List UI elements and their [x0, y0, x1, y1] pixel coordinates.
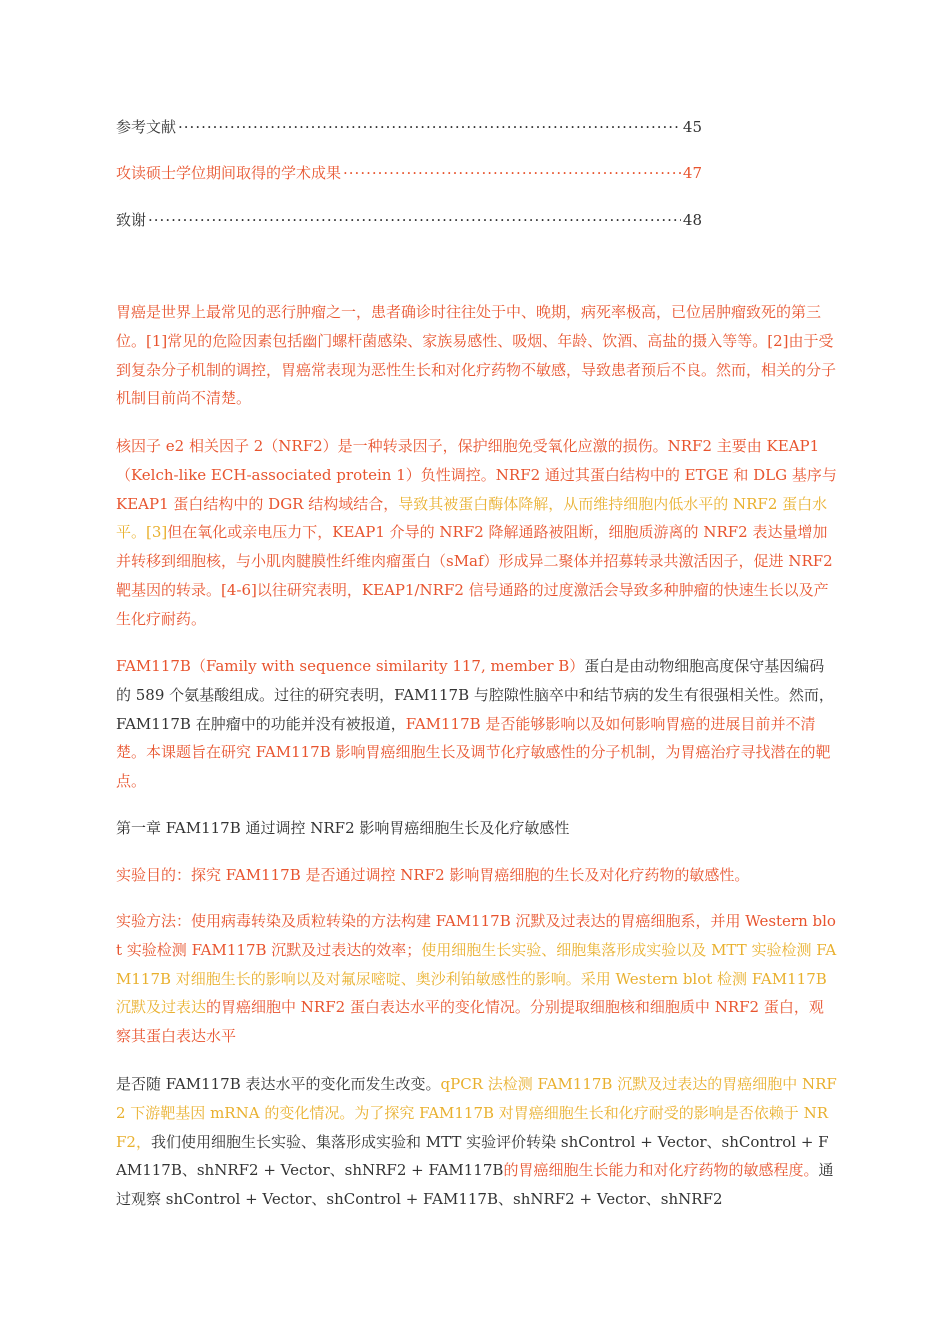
text-run: FAM117B（Family with sequence similarity 117, member B）: [116, 657, 585, 675]
text-run: 蛋白是由动物细胞高度保守基因编码的 589 个氨基酸组成。过往的研究表明，FAM117B 与腔隙性脑卒中和结节病的发生有很强相关性。然而，FAM117B 在肿瘤中的功能并没有被报道，: [116, 657, 834, 733]
text-run: 实验目的：探究 FAM117B 是否通过调控 NRF2 影响胃癌细胞的生长及对化疗药物的敏感性。: [116, 866, 750, 884]
text-run: 实验方法：使用病毒转染及质粒转染的方法构建 FAM117B 沉默及过表达的胃癌细胞系，并用 Western blot 实验检测 FAM117B 沉默及过表达的效率；: [116, 912, 836, 959]
text-run: 通过观察 shControl + Vector、shControl + FAM117B、shNRF2 + Vector、shNRF2: [116, 1161, 834, 1209]
text-run: FAM117B 是否能够影响以及如何影响胃癌的进展目前并不清楚。本课题旨在研究 FAM117B 影响胃癌细胞生长及调节化疗敏感性的分子机制，为胃癌治疗寻找潜在的靶点。: [116, 714, 831, 791]
toc-leader-dots: [148, 209, 681, 231]
toc-page-number: 45: [682, 118, 702, 136]
paragraph-experiment-method: [116, 907, 838, 1051]
chapter-title: 第一章 FAM117B 通过调控 NRF2 影响胃癌细胞生长及化疗敏感性: [116, 819, 570, 837]
toc-entry-references[interactable]: [116, 116, 702, 138]
text-run: 核因子 e2 相关因子 2（NRF2）是一种转录因子，保护细胞免受氧化应激的损伤。NRF2 主要由 KEAP1（Kelch-like ECH-associated protein 1）负性调控。NRF2 通过其蛋白结构中的 ETGE 和 DLG 基序与 KEAP1 蛋白结构中的 DGR 结构域结合，: [116, 437, 837, 513]
text-run-highlight: qPCR 法检测 FAM117B 沉默及过表达的胃癌细胞中 NRF2 下游靶基因 mRNA 的变化情况。为了探究 FAM117B 对胃癌细胞生长和化疗耐受的影响是否依赖于 NRF2，: [116, 1075, 837, 1151]
paragraph-nrf2: [116, 432, 838, 634]
text-run: 是否随 FAM117B 表达水平的变化而发生改变。: [116, 1075, 441, 1093]
toc-title: 攻读硕士学位期间取得的学术成果: [116, 164, 342, 182]
paragraph-gastric-cancer-intro: [116, 298, 838, 413]
paragraph-method-continued: [116, 1070, 838, 1214]
toc-page-number: 47: [682, 164, 702, 182]
toc-leader-dots: [343, 162, 681, 184]
paragraph-experiment-aim: [116, 861, 838, 890]
text-run: 的胃癌细胞生长能力和对化疗药物的敏感程度。: [503, 1161, 819, 1180]
text-run-highlight: 导致其被蛋白酶体降解，从而维持细胞内低水平的 NRF2 蛋白水平。[3]: [116, 494, 828, 542]
text-run-highlight: 使用细胞生长实验、细胞集落形成实验以及 MTT 实验检测 FAM117B 对细胞生长的影响以及对氟尿嘧啶、奥沙利铂敏感性的影响。采用 Western blot 检测 FAM117B 沉默及过表达: [116, 940, 837, 1017]
toc-entry-achievements[interactable]: [116, 162, 702, 184]
toc-title: 参考文献: [116, 118, 177, 136]
text-run: 我们使用细胞生长实验、集落形成实验和 MTT 实验评价转染 shControl + Vector、shControl + FAM117B、shNRF2 + Vector、shNRF2 + FAM117B: [116, 1132, 829, 1180]
toc-title: 致谢: [116, 211, 147, 229]
toc-page-number: 48: [682, 211, 702, 229]
text-run: 但在氧化或亲电压力下，KEAP1 介导的 NRF2 降解通路被阻断，细胞质游离的 NRF2 表达量增加并转移到细胞核，与小肌肉腱膜性纤维肉瘤蛋白（sMaf）形成异二聚体并招募转录共激活因子，促进 NRF2 靶基因的转录。[4-6]以往研究表明，KEAP1/NRF2 信号通路的过度激活会导致多种肿瘤的快速生长以及产生化疗耐药。: [116, 523, 833, 628]
paragraph-fam117b: [116, 652, 838, 796]
text-run: 胃癌是世界上最常见的恶行肿瘤之一，患者确诊时往往处于中、晚期，病死率极高，已位居肿瘤致死的第三位。[1]常见的危险因素包括幽门螺杆菌感染、家族易感性、吸烟、年龄、饮酒、高盐的摄入等等。[2]由于受到复杂分子机制的调控，胃癌常表现为恶性生长和对化疗药物不敏感，导致患者预后不良。然而，相关的分子机制目前尚不清楚。: [116, 303, 837, 408]
toc-leader-dots: [178, 116, 681, 138]
toc-entry-acknowledgements[interactable]: [116, 209, 702, 231]
text-run: 的胃癌细胞中 NRF2 蛋白表达水平的变化情况。分别提取细胞核和细胞质中 NRF2 蛋白，观察其蛋白表达水平: [116, 998, 824, 1046]
